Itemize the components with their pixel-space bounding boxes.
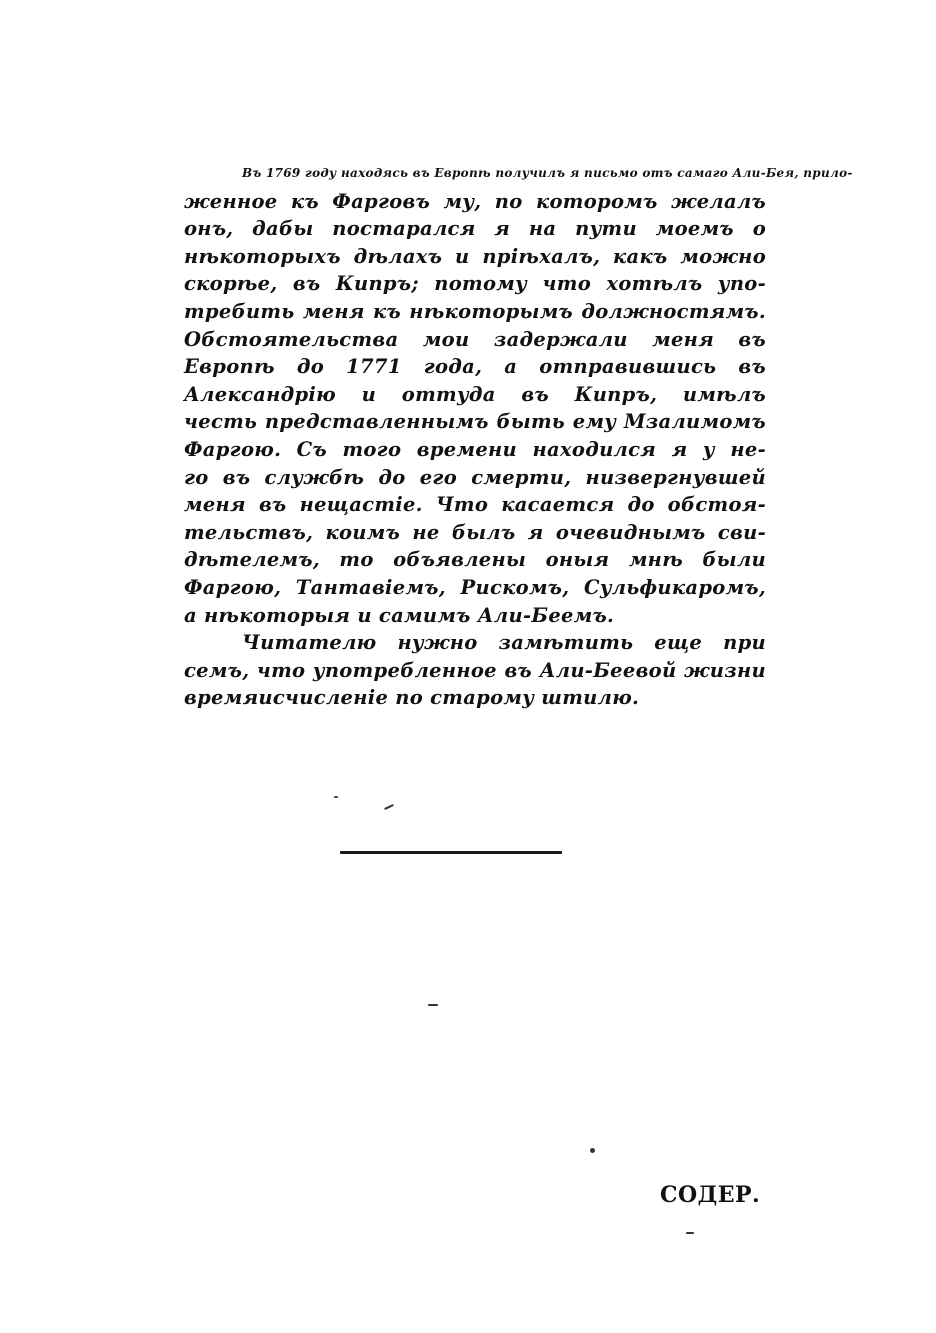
text-line: Фаргою. Съ того времени находился я у не- xyxy=(184,437,766,461)
text-line: Обстоятельства мои задержали меня въ xyxy=(184,327,766,351)
body-text xyxy=(184,160,853,712)
text-line: Александрiю и оттуда въ Кипръ, имѣлъ xyxy=(184,382,766,406)
section-divider xyxy=(340,851,562,854)
text-line: времяисчисленiе по старому штилю. xyxy=(184,686,640,710)
text-line: меня въ нещастiе. Что касается до обстоя- xyxy=(184,493,766,517)
text-line: тельствъ, коимъ не былъ я очевиднымъ сви- xyxy=(184,520,766,544)
text-line: требить меня къ нѣкоторымъ должностямъ. xyxy=(184,299,766,323)
text-line: онъ, дабы постарался я на пути моемъ о xyxy=(184,217,766,241)
ink-speck xyxy=(590,1148,595,1153)
ink-speck xyxy=(384,804,394,810)
catchword: СОДЕР. xyxy=(660,1182,761,1208)
text-line: Читателю нужно замѣтить еще при xyxy=(242,631,766,655)
text-line: женное къ Фарговъ му, по которомъ желалъ xyxy=(184,189,766,213)
text-line: дѣтелемъ, то объявлены оныя мнѣ были xyxy=(184,548,766,572)
text-line: го въ службѣ до его смерти, низвергнувшей xyxy=(184,465,766,489)
ink-speck xyxy=(428,1004,438,1006)
text-line: скорѣе, въ Кипръ; потому что хотѣлъ упо- xyxy=(184,272,766,296)
ink-speck xyxy=(334,796,338,798)
text-line: честь представленнымъ быть ему Мзалимомъ xyxy=(184,410,766,434)
text-line: семъ, что употребленное въ Али-Беевой жизни xyxy=(184,658,766,682)
text-line: нѣкоторыхъ дѣлахъ и прiѣхалъ, какъ можно xyxy=(184,244,766,268)
text-line: Европѣ до 1771 года, а отправившись въ xyxy=(184,355,766,379)
text-line: а нѣкоторыя и самимъ Али-Беемъ. xyxy=(184,603,615,627)
ink-speck xyxy=(686,1232,694,1234)
text-line: Въ 1769 году находясь въ Европѣ получилъ я письмо отъ самаго Али-Бея, прило- xyxy=(242,166,853,180)
text-line: Фаргою, Тантавiемъ, Рискомъ, Сульфикаромъ, xyxy=(184,575,766,599)
